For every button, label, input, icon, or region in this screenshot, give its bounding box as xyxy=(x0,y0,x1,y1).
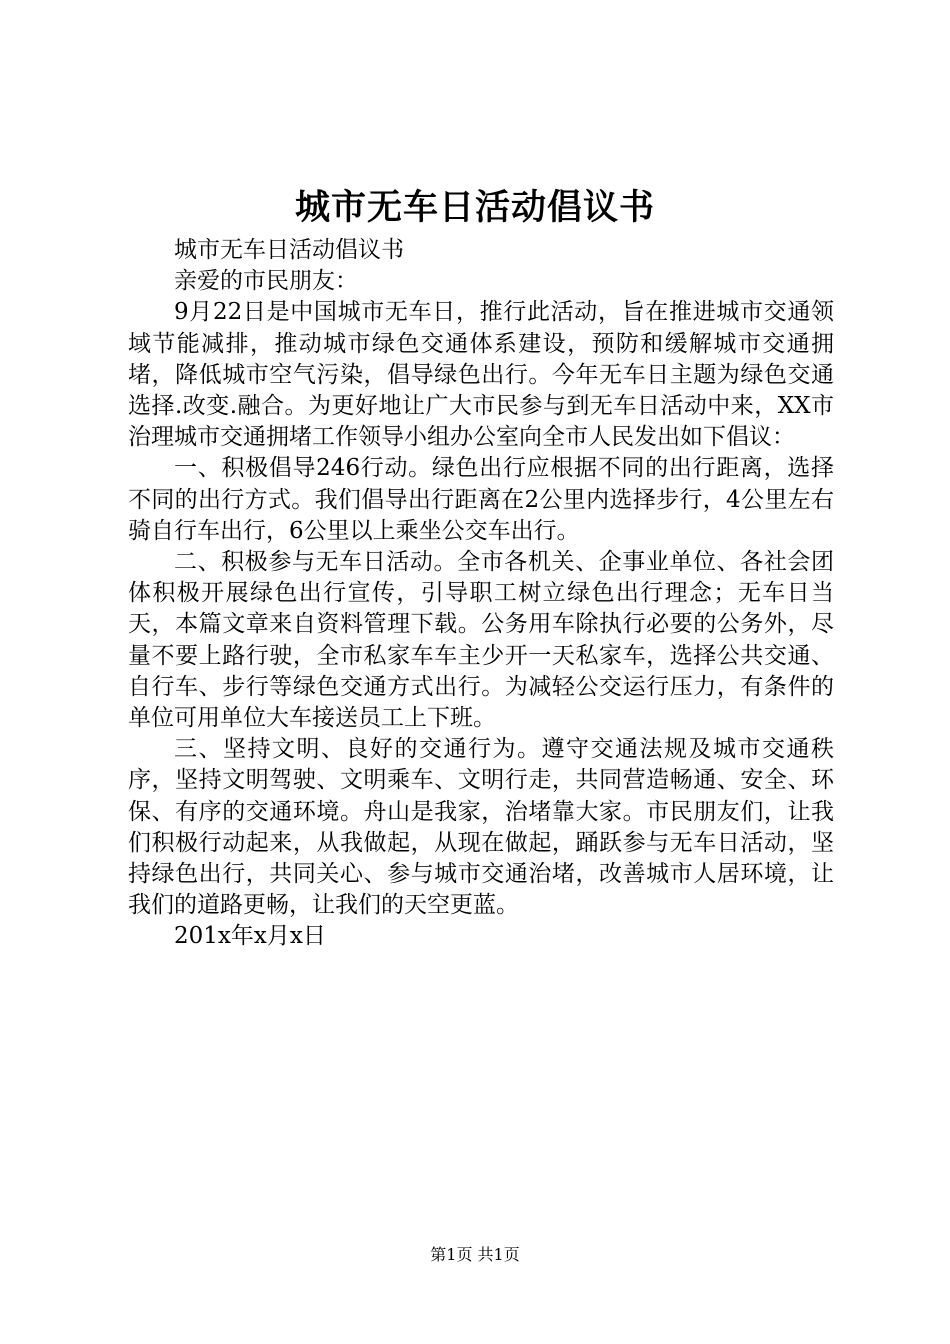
date-paragraph: 201x年x月x日 xyxy=(174,923,326,950)
proposal-three-paragraph: 三、坚持文明、良好的交通行为。遵守交通法规及城市交通秩序，坚持文明驾驶、文明乘车、文明行走，共同营造畅通、安全、环保、有序的交通环境。舟山是我家，治堵靠大家。市民朋友们，让我们积极行动起来，从我做起，从现在做起，踊跃参与无车日活动，坚持绿色出行，共同关心、参与城市交通治堵，改善城市人居环境，让我们的道路更畅，让我们的天空更蓝。 xyxy=(128,736,834,919)
subtitle-paragraph: 城市无车日活动倡议书 xyxy=(174,237,404,263)
proposal-one-paragraph: 一、积极倡导246行动。绿色出行应根据不同的出行距离，选择不同的出行方式。我们倡导出行距离在2公里内选择步行，4公里左右骑自行车出行，6公里以上乘坐公交车出行。 xyxy=(128,455,834,544)
intro-paragraph: 9月22日是中国城市无车日，推行此活动，旨在推进城市交通领域节能减排，推动城市绿色交通体系建设，预防和缓解城市交通拥堵，降低城市空气污染，倡导绿色出行。今年无车日主题为绿色交通选择.改变.融合。为更好地让广大市民参与到无车日活动中来，XX市治理城市交通拥堵工作领导小组办公室向全市人民发出如下倡议： xyxy=(128,299,834,451)
document-title: 城市无车日活动倡议书 xyxy=(294,187,655,228)
salutation-paragraph: 亲爱的市民朋友： xyxy=(174,268,358,295)
proposal-two-paragraph: 二、积极参与无车日活动。全市各机关、企事业单位、各社会团体积极开展绿色出行宣传，引导职工树立绿色出行理念；无车日当天，本篇文章来自资料管理下载。公务用车除执行必要的公务外，尽量不要上路行驶，全市私家车车主少开一天私家车，选择公共交通、自行车、步行等绿色交通方式出行。为减轻公交运行压力，有条件的单位可用单位大车接送员工上下班。 xyxy=(128,549,834,732)
document-body xyxy=(128,235,834,953)
page-number-footer: 第1页 共1页 xyxy=(430,1245,520,1264)
